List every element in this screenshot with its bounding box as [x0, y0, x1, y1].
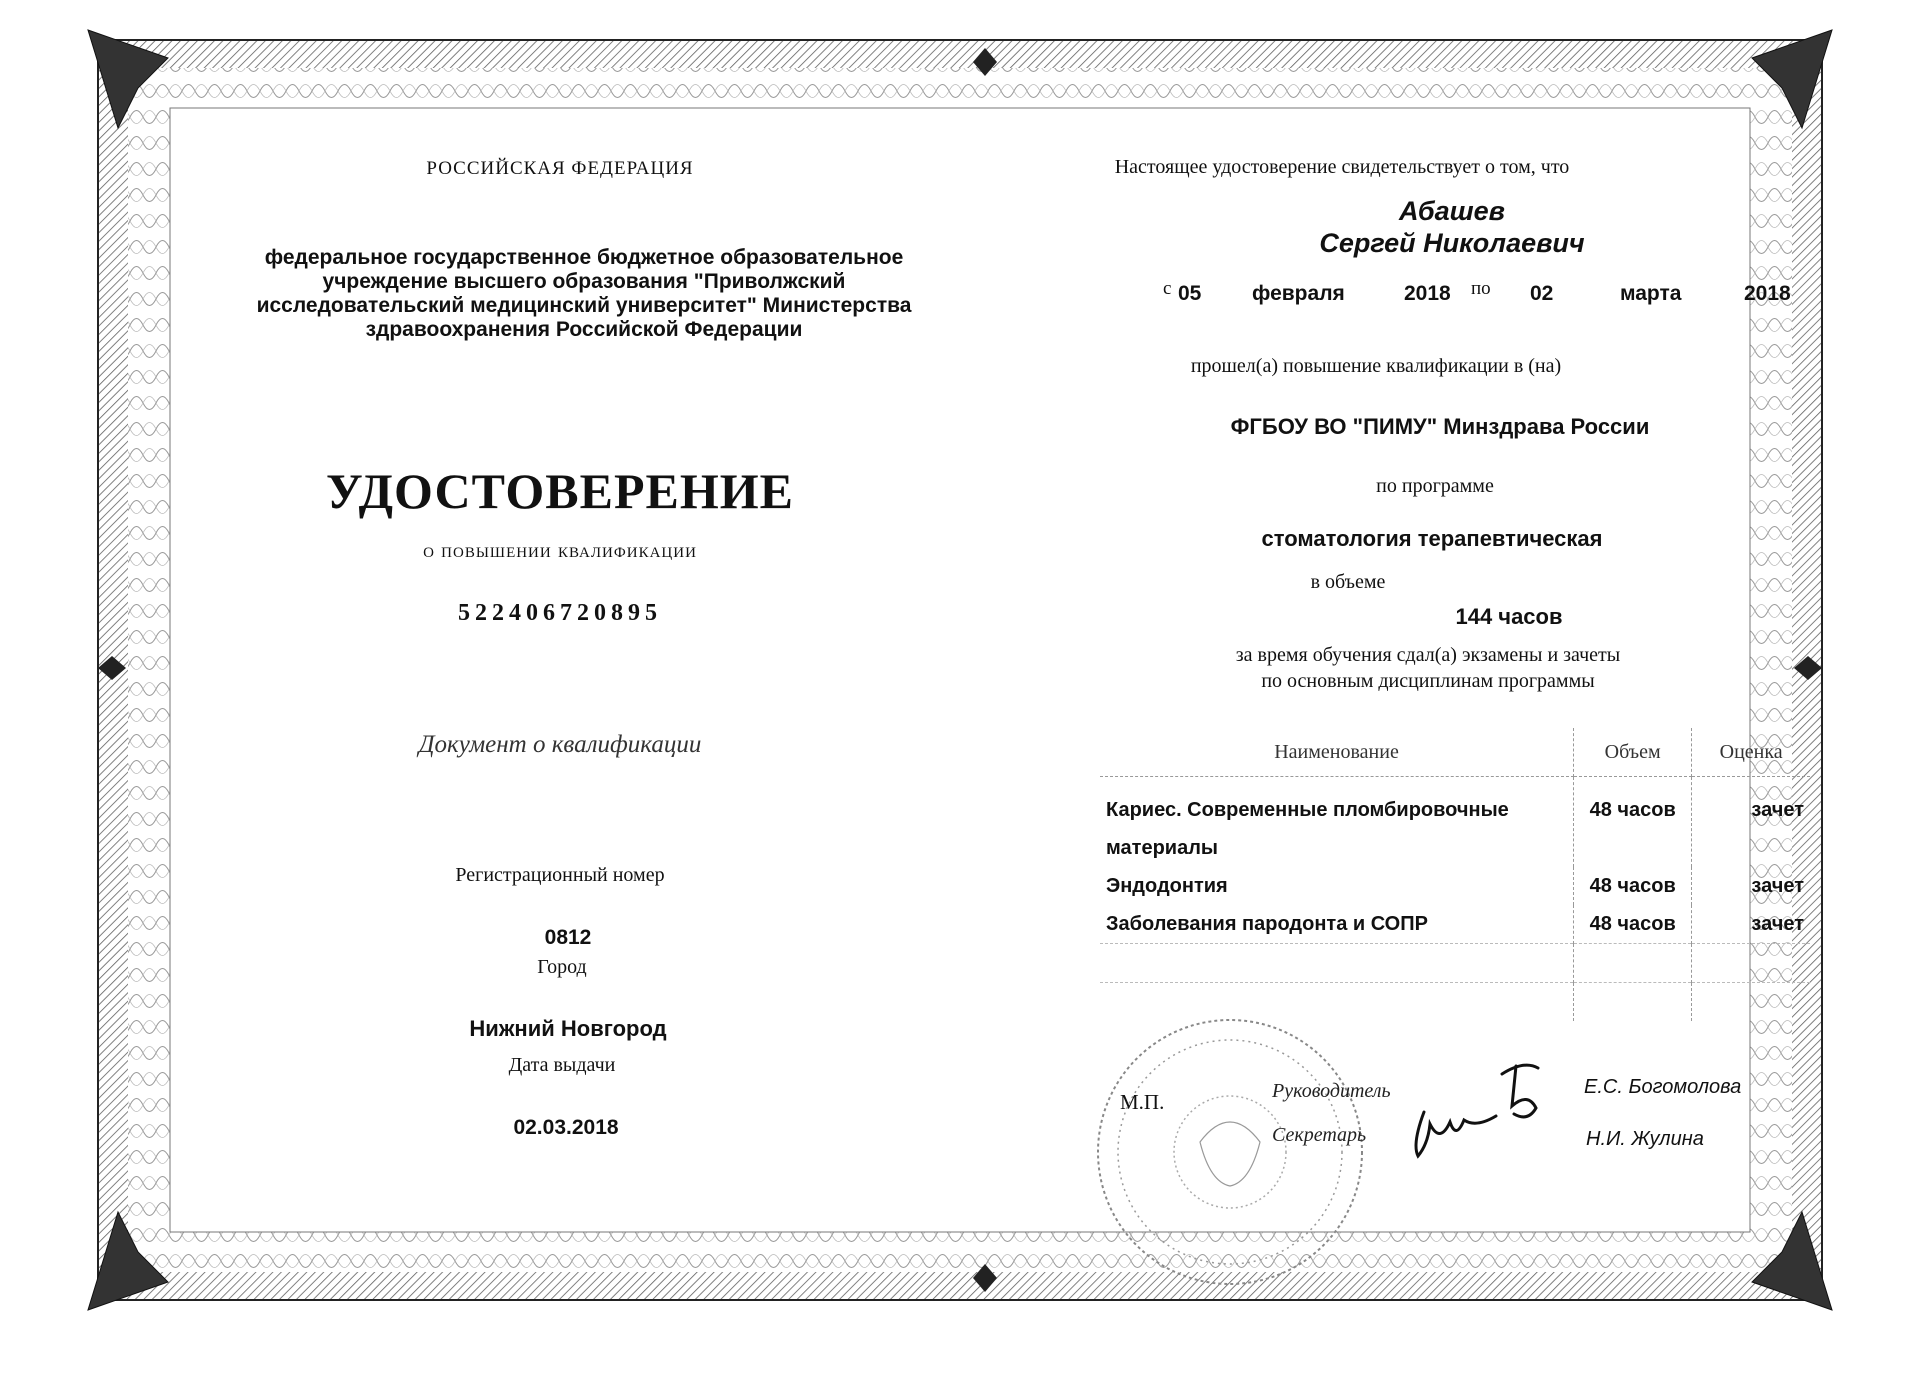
table-row: [1100, 905, 1810, 944]
discipline-name: Заболевания пародонта и СОПР: [1100, 905, 1574, 944]
secretary-label: Секретарь: [1272, 1124, 1367, 1146]
country-name: РОССИЙСКАЯ ФЕДЕРАЦИЯ: [426, 158, 694, 179]
document-number: 522406720895: [458, 600, 662, 626]
document-title: УДОСТОВЕРЕНИЕ: [326, 463, 794, 519]
issue-date-label: Дата выдачи: [508, 1054, 616, 1076]
city-value: Нижний Новгород: [469, 1016, 667, 1041]
discipline-grade: зачет: [1751, 799, 1804, 821]
discipline-name: Эндодонтия: [1100, 867, 1574, 905]
volume-value: 144 часов: [1455, 604, 1563, 629]
table-row: [1100, 777, 1810, 868]
organization-name: ФГБОУ ВО "ПИМУ" Минздрава России: [1230, 414, 1650, 439]
institution-line-2: учреждение высшего образования "Приволжский: [322, 270, 846, 293]
stamp-label: М.П.: [1120, 1090, 1165, 1114]
institution-line-1: федеральное государственное бюджетное образовательное: [264, 246, 904, 269]
period-to-year: 2018: [1744, 282, 1791, 305]
secretary-name: Н.И. Жулина: [1586, 1128, 1704, 1150]
period-from-year: 2018: [1404, 282, 1451, 305]
document-type: Документ о квалификации: [418, 731, 702, 758]
document-subtitle: о повышении квалификации: [423, 538, 697, 562]
table-header-row: [1100, 728, 1810, 777]
issue-date: 02.03.2018: [513, 1116, 619, 1139]
period-to-label: по: [1471, 278, 1491, 299]
institution-line-3: исследовательский медицинский университет" Министерства: [256, 294, 912, 317]
period-from-month: февраля: [1252, 282, 1345, 305]
period-to-day: 02: [1530, 282, 1554, 305]
table-row-empty: [1100, 944, 1810, 983]
header-hours: Объем: [1574, 728, 1692, 777]
period-from-day: 05: [1178, 282, 1202, 305]
holder-surname: Абашев: [1399, 196, 1505, 226]
discipline-hours: 48 часов: [1574, 777, 1692, 868]
discipline-hours: 48 часов: [1574, 867, 1692, 905]
disciplines-table: [1100, 728, 1810, 1021]
discipline-hours: 48 часов: [1574, 905, 1692, 944]
passed-text: прошел(а) повышение квалификации в (на): [1190, 355, 1562, 377]
city-label: Город: [537, 956, 587, 978]
header-grade: Оценка: [1692, 728, 1810, 777]
program-name: стоматология терапевтическая: [1261, 526, 1603, 551]
discipline-grade: зачет: [1751, 875, 1804, 897]
discipline-grade: зачет: [1751, 913, 1804, 935]
program-label: по программе: [1376, 475, 1494, 497]
discipline-name-cont: материалы: [1106, 837, 1218, 859]
period-from-label: с: [1163, 278, 1172, 299]
holder-given-names: Сергей Николаевич: [1319, 228, 1585, 258]
head-name: Е.С. Богомолова: [1584, 1076, 1742, 1098]
certificate-intro: Настоящее удостоверение свидетельствует о том, что: [1114, 156, 1570, 178]
header-name: Наименование: [1100, 728, 1574, 777]
official-seal: [1090, 1012, 1370, 1292]
period-to-month: марта: [1620, 282, 1682, 305]
secretary-signature: [1404, 1104, 1504, 1164]
exams-text-line-1: за время обучения сдал(а) экзамены и зачеты: [1235, 644, 1621, 666]
discipline-name: Кариес. Современные пломбировочные: [1106, 799, 1509, 821]
reg-number: 0812: [544, 926, 592, 949]
table-row: [1100, 867, 1810, 905]
volume-label: в объеме: [1310, 571, 1386, 593]
exams-text-line-2: по основным дисциплинам программы: [1261, 670, 1595, 692]
reg-number-label: Регистрационный номер: [455, 864, 665, 886]
head-label: Руководитель: [1272, 1080, 1391, 1102]
institution-line-4: здравоохранения Российской Федерации: [365, 318, 803, 341]
